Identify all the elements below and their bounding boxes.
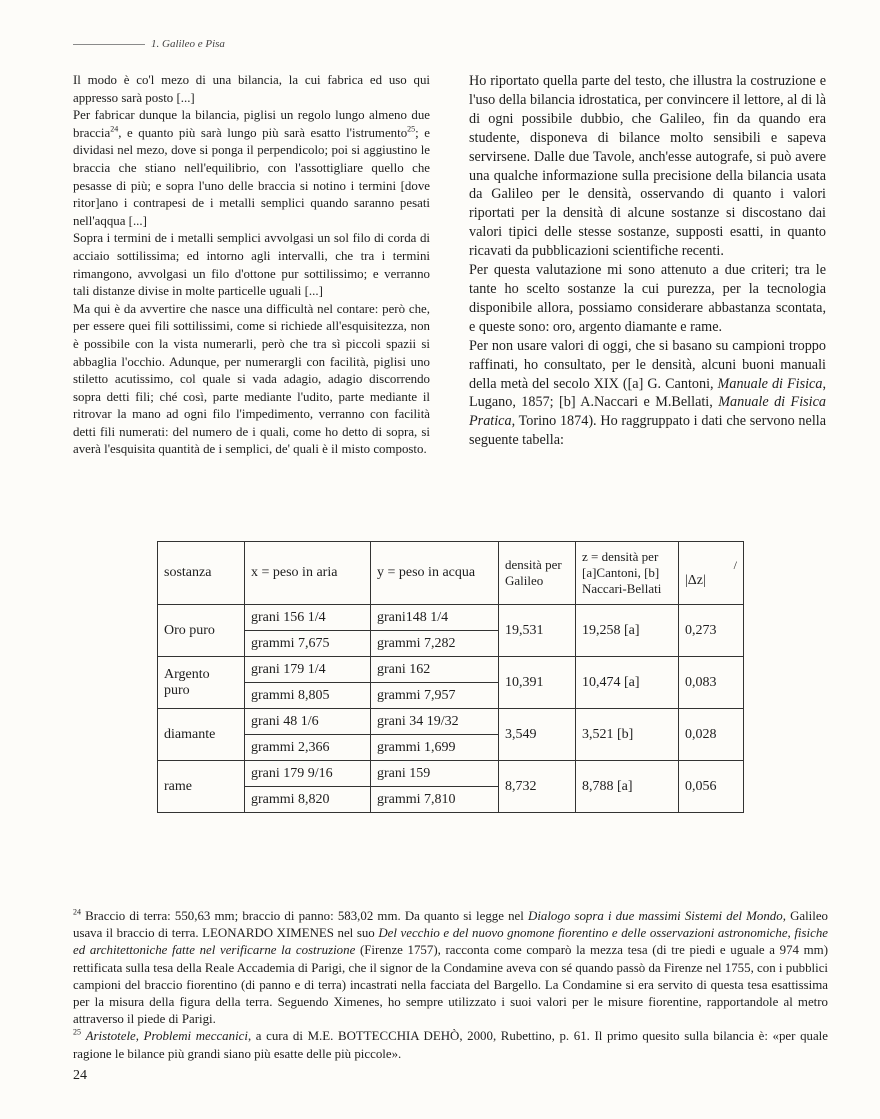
footnote-ref[interactable]: 24 xyxy=(110,124,119,134)
text-run: , Torino 1874). Ho raggruppato i dati che servono nella seguente tabella: xyxy=(469,413,826,449)
cell-y-grammi: grammi 7,957 xyxy=(371,683,499,709)
cell-dz: 0,056 xyxy=(679,761,744,813)
text-run: , a cura di M.E. BOTTECCHIA DEHÒ, 2000, Rubettino, p. 61. Il primo quesito sulla bilancia è: «per quale ragione le bilance più grandi siano più esatte delle più piccole». xyxy=(73,1029,828,1061)
cell-dz: 0,273 xyxy=(679,605,744,657)
footnotes xyxy=(73,908,828,1063)
cell-y-grammi: grammi 1,699 xyxy=(371,735,499,761)
cell-x-grammi: grammi 8,820 xyxy=(245,787,371,813)
cell-y-grani: grani 159 xyxy=(371,761,499,787)
book-title: Manuale di Fisica xyxy=(717,375,823,392)
cell-sostanza: rame xyxy=(158,761,245,813)
footnote-24 xyxy=(73,908,828,1028)
header-sostanza: sostanza xyxy=(158,542,245,605)
header-y: y = peso in acqua xyxy=(371,542,499,605)
book-title: Del vecchio e del nuovo gnomone fiorentino e delle osservazioni astronomiche, fisiche ed architettoniche fatte nel verificarne la costruzione xyxy=(73,926,828,958)
cell-densita: 8,732 xyxy=(499,761,576,813)
cell-sostanza: Oro puro xyxy=(158,605,245,657)
header-z: z = densità per [a]Cantoni, [b] Naccari-Bellati xyxy=(576,542,679,605)
footnote-number: 24 xyxy=(73,907,81,917)
left-paragraph: Sopra i termini de i metalli semplici avvolgasi un sol filo di corda di acciaio sottilissima; ed intorno agli intervalli, che tra i termini rimangono, avvolgasi un filo d'ottone pur sottilissimo; e verranno tali distanze divise in molte particelle uguali [...] xyxy=(73,231,430,299)
table-row xyxy=(158,605,744,631)
book-title: Dialogo sopra i due massimi Sistemi del Mondo xyxy=(528,909,783,923)
footnote-25 xyxy=(73,1028,828,1062)
cell-x-grammi: grammi 7,675 xyxy=(245,631,371,657)
header-x: x = peso in aria xyxy=(245,542,371,605)
left-paragraph xyxy=(73,107,430,230)
text-run: , e quanto più sarà lungo più sarà esatto l'istrumento xyxy=(118,125,408,140)
table-row xyxy=(158,761,744,787)
density-table xyxy=(157,541,744,813)
left-paragraph: Ma qui è da avvertire che nasce una difficultà nel contare: però che, per essere quei fili sottilissimi, come si richiede all'esquisitezza, non è possibile con la vista numerarli, però che tra sì piccoli spazii si abbaglia l'occhio. Adunque, per numerargli con facilità, piglisi uno stiletto acutissimo, col quale si vada adagio, adagio discorrendo sopra detti fili; ché così, parte mediante l'udito, parte mediante il ritrovar la mano ad ogni filo l'impedimento, verranno con facilità detti fili numerati: del numero de i quali, come ho detto di sopra, si averà l'esquisita quantità de i semplici, de' quali è il misto composto. xyxy=(73,301,430,457)
cell-dz: 0,028 xyxy=(679,709,744,761)
running-header xyxy=(73,38,225,50)
footnote-ref[interactable]: 25 xyxy=(407,124,416,134)
text-run: (Firenze 1757), racconta come comparò la mezza tesa (di tre piedi e uguale a 974 mm) rettificata sulla tesa della Reale Accademia di Parigi, che il signor de la Condamine aveva con sé quando passò da Firenze nel 1755, con i pubblici campioni del braccio fiorentino (di panno e di terra) incastrati nella facciata del Bargello. La Condamine si era servito di questa tesa esattissima per la misura della figura della terra. Seguendo Ximenes, ho sempre utilizzato i suoi valori per le misure fiorentine, rapportandole al metro attraverso il piede di Parigi. xyxy=(73,943,828,1027)
footnote-number: 25 xyxy=(73,1028,81,1038)
text-run: , Lugano, 1857; [b] A.Naccari e M.Bellati, xyxy=(469,375,826,411)
cell-sostanza: Argento puro xyxy=(158,657,245,709)
text-run: Per fabricar dunque la bilancia, piglisi un regolo lungo almeno due braccia xyxy=(73,108,430,140)
book-title: Manuale di Fisica Pratica xyxy=(469,394,826,430)
cell-z: 19,258 [a] xyxy=(576,605,679,657)
cell-z: 8,788 [a] xyxy=(576,761,679,813)
right-column xyxy=(469,72,826,450)
cell-dz: 0,083 xyxy=(679,657,744,709)
cell-y-grammi: grammi 7,810 xyxy=(371,787,499,813)
cell-densita: 3,549 xyxy=(499,709,576,761)
cell-y-grani: grani 34 19/32 xyxy=(371,709,499,735)
cell-y-grammi: grammi 7,282 xyxy=(371,631,499,657)
cell-y-grani: grani 162 xyxy=(371,657,499,683)
text-run: Per non usare valori di oggi, che si basano su campioni troppo raffinati, ho consultato, per le densità, alcuni buoni manuali della metà del secolo XIX ([a] G. Cantoni, xyxy=(469,337,826,392)
right-paragraph xyxy=(469,337,826,450)
table-row xyxy=(158,709,744,735)
header-rule xyxy=(73,44,145,45)
header-dz-label: |Δz| xyxy=(685,573,706,588)
book-title: Aristotele, Problemi meccanici xyxy=(85,1029,248,1044)
cell-x-grani: grani 156 1/4 xyxy=(245,605,371,631)
cell-y-grani: grani148 1/4 xyxy=(371,605,499,631)
header-title: 1. Galileo e Pisa xyxy=(151,38,225,50)
right-paragraph: Per questa valutazione mi sono attenuto a due criteri; tra le tante ho scelto sostanze la cui purezza, per la tecnologia disponibile allora, possiamo considerare abbastanza scontata, e queste sono: oro, argento diamante e rame. xyxy=(469,262,826,335)
cell-sostanza: diamante xyxy=(158,709,245,761)
left-column xyxy=(73,72,430,459)
text-run: ; e dividasi nel mezo, dove si ponga il perpendicolo; poi si aggiustino le braccia che stiano nell'equilibrio, con l'assottigliare quello che pesasse di più; e sopra l'uno delle braccia si notino i termini [dove ritor]ano i contrapesi de i metalli semplici quando saranno pesati nell'aqqua [...] xyxy=(73,125,430,228)
cell-x-grani: grani 179 9/16 xyxy=(245,761,371,787)
cell-x-grammi: grammi 8,805 xyxy=(245,683,371,709)
left-paragraph: Il modo è co'l mezo di una bilancia, la cui fabrica ed uso qui appresso sarà posto [...] xyxy=(73,73,430,105)
cell-z: 3,521 [b] xyxy=(576,709,679,761)
header-dz xyxy=(679,542,744,605)
cell-x-grammi: grammi 2,366 xyxy=(245,735,371,761)
cell-z: 10,474 [a] xyxy=(576,657,679,709)
header-densita: densità per Galileo xyxy=(499,542,576,605)
table-row xyxy=(158,657,744,683)
cell-x-grani: grani 179 1/4 xyxy=(245,657,371,683)
header-dz-mark: / xyxy=(733,558,737,572)
text-run: , Galileo usava il braccio di terra. LEONARDO XIMENES nel suo xyxy=(73,909,829,941)
cell-densita: 10,391 xyxy=(499,657,576,709)
cell-densita: 19,531 xyxy=(499,605,576,657)
cell-x-grani: grani 48 1/6 xyxy=(245,709,371,735)
text-run: Braccio di terra: 550,63 mm; braccio di panno: 583,02 mm. Da quanto si legge nel xyxy=(81,909,529,923)
table-header-row xyxy=(158,542,744,605)
page-number: 24 xyxy=(73,1068,87,1083)
right-paragraph: Ho riportato quella parte del testo, che illustra la costruzione e l'uso della bilancia idrostatica, per convincere il lettore, al di là di ogni possibile dubbio, che Galileo, fin da quando era studente, disponeva di bilance molto sensibili e sapeva servirsene. Dalle due Tavole, anch'esse autografe, si può avere una qualche informazione sulla precisione della bilancia usata da Galileo per le densità, osservando di quanto i valori riportati per la densità di alcune sostanze si discostano dai valori tipici delle stesse sostanze, supposti esatti, in quanto ricavati da pubblicazioni scientifiche recenti. xyxy=(469,73,826,260)
